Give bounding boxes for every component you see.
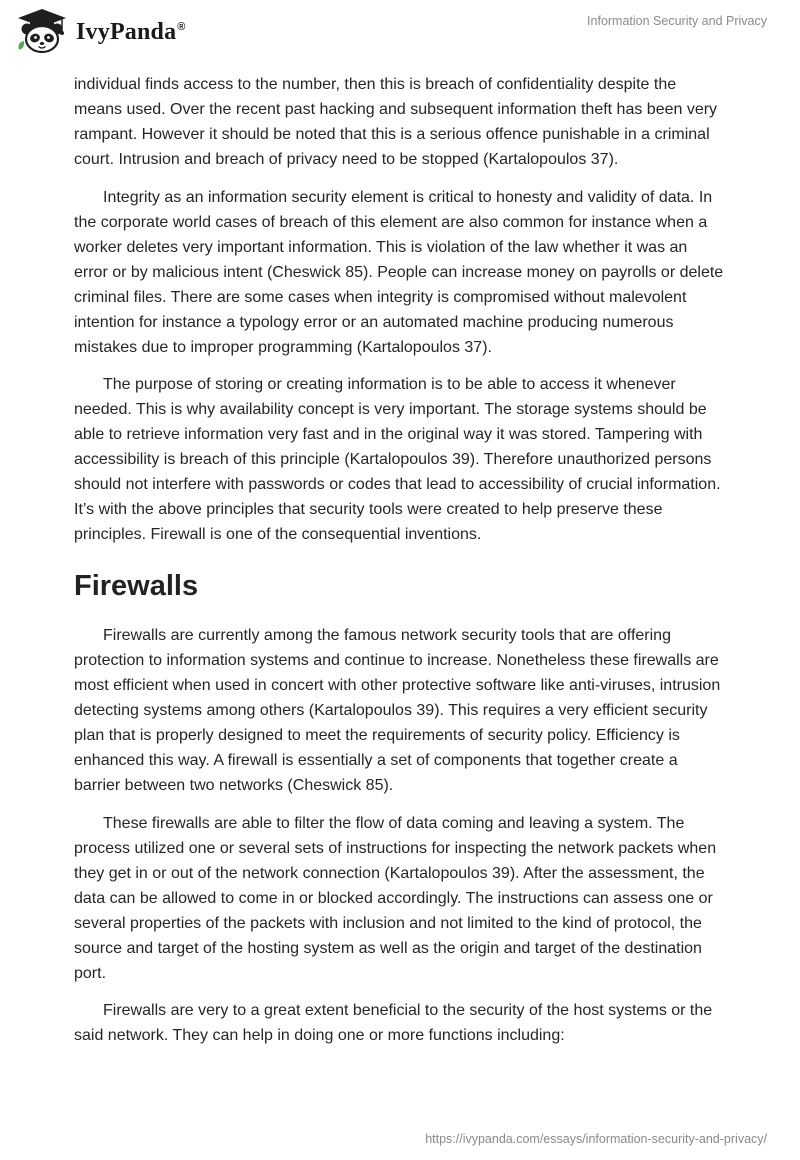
document-title: Information Security and Privacy [587, 14, 767, 28]
logo-text: IvyPanda® [76, 18, 186, 45]
panda-graduation-cap-icon [16, 8, 68, 54]
section-heading-firewalls: Firewalls [74, 570, 199, 602]
page-header [0, 0, 800, 70]
paragraph: The purpose of storing or creating information is to be able to access it whenever needed. This is why availability concept is very important. The storage systems should be able to retrieve information very fast and in the original way it was stored. Tampering with accessibility is breach of this principle (Kartalopoulos 39). Therefore unauthorized persons should not interfere with passwords or codes that lead to accessibility of crucial information. It’s with the above principles that security tools were created to help preserve these principles. Firewall is one of the consequential inventions. [74, 376, 721, 543]
ivypanda-logo[interactable] [16, 8, 186, 54]
paragraph: Integrity as an information security element is critical to honesty and validity of data. In the corporate world cases of breach of this element are also common for instance when a worker deletes very important information. This is violation of the law whether it was an error or by malicious intent (Cheswick 85). People can increase money on payrolls or delete criminal files. There are some cases when integrity is compromised without malevolent intention for instance a typology error or an automated machine producing numerous mistakes due to improper programming (Kartalopoulos 37). [74, 188, 724, 356]
paragraph: individual finds access to the number, then this is breach of confidentiality despite the means used. Over the recent past hacking and subsequent information theft has been very rampant. However it should be noted that this is a serious offence punishable in a criminal court. Intrusion and breach of privacy need to be stopped (Kartalopoulos 37). [74, 76, 718, 168]
source-url[interactable]: https://ivypanda.com/essays/information-security-and-privacy/ [425, 1132, 767, 1146]
registered-mark: ® [177, 20, 186, 33]
paragraph: These firewalls are able to filter the flow of data coming and leaving a system. The process utilized one or several sets of instructions for inspecting the network packets when they get in or out of the network connection (Kartalopoulos 39). After the assessment, the data can be allowed to come in or blocked accordingly. The instructions can assess one or several properties of the packets with inclusion and not limited to the kind of protocol, the source and target of the hosting system as well as the origin and target of the destination port. [74, 814, 717, 982]
essay-body [74, 72, 724, 1061]
paragraph: Firewalls are very to a great extent beneficial to the security of the host systems or the said network. They can help in doing one or more functions including: [74, 1002, 713, 1044]
paragraph: Firewalls are currently among the famous network security tools that are offering protection to information systems and continue to increase. Nonetheless these firewalls are most efficient when used in concert with other protective software like anti-viruses, intrusion detecting systems among others (Kartalopoulos 39). This requires a very efficient security plan that is properly designed to meet the requirements of security policy. Efficiency is enhanced this way. A firewall is essentially a set of components that together create a barrier between two networks (Cheswick 85). [74, 627, 721, 794]
